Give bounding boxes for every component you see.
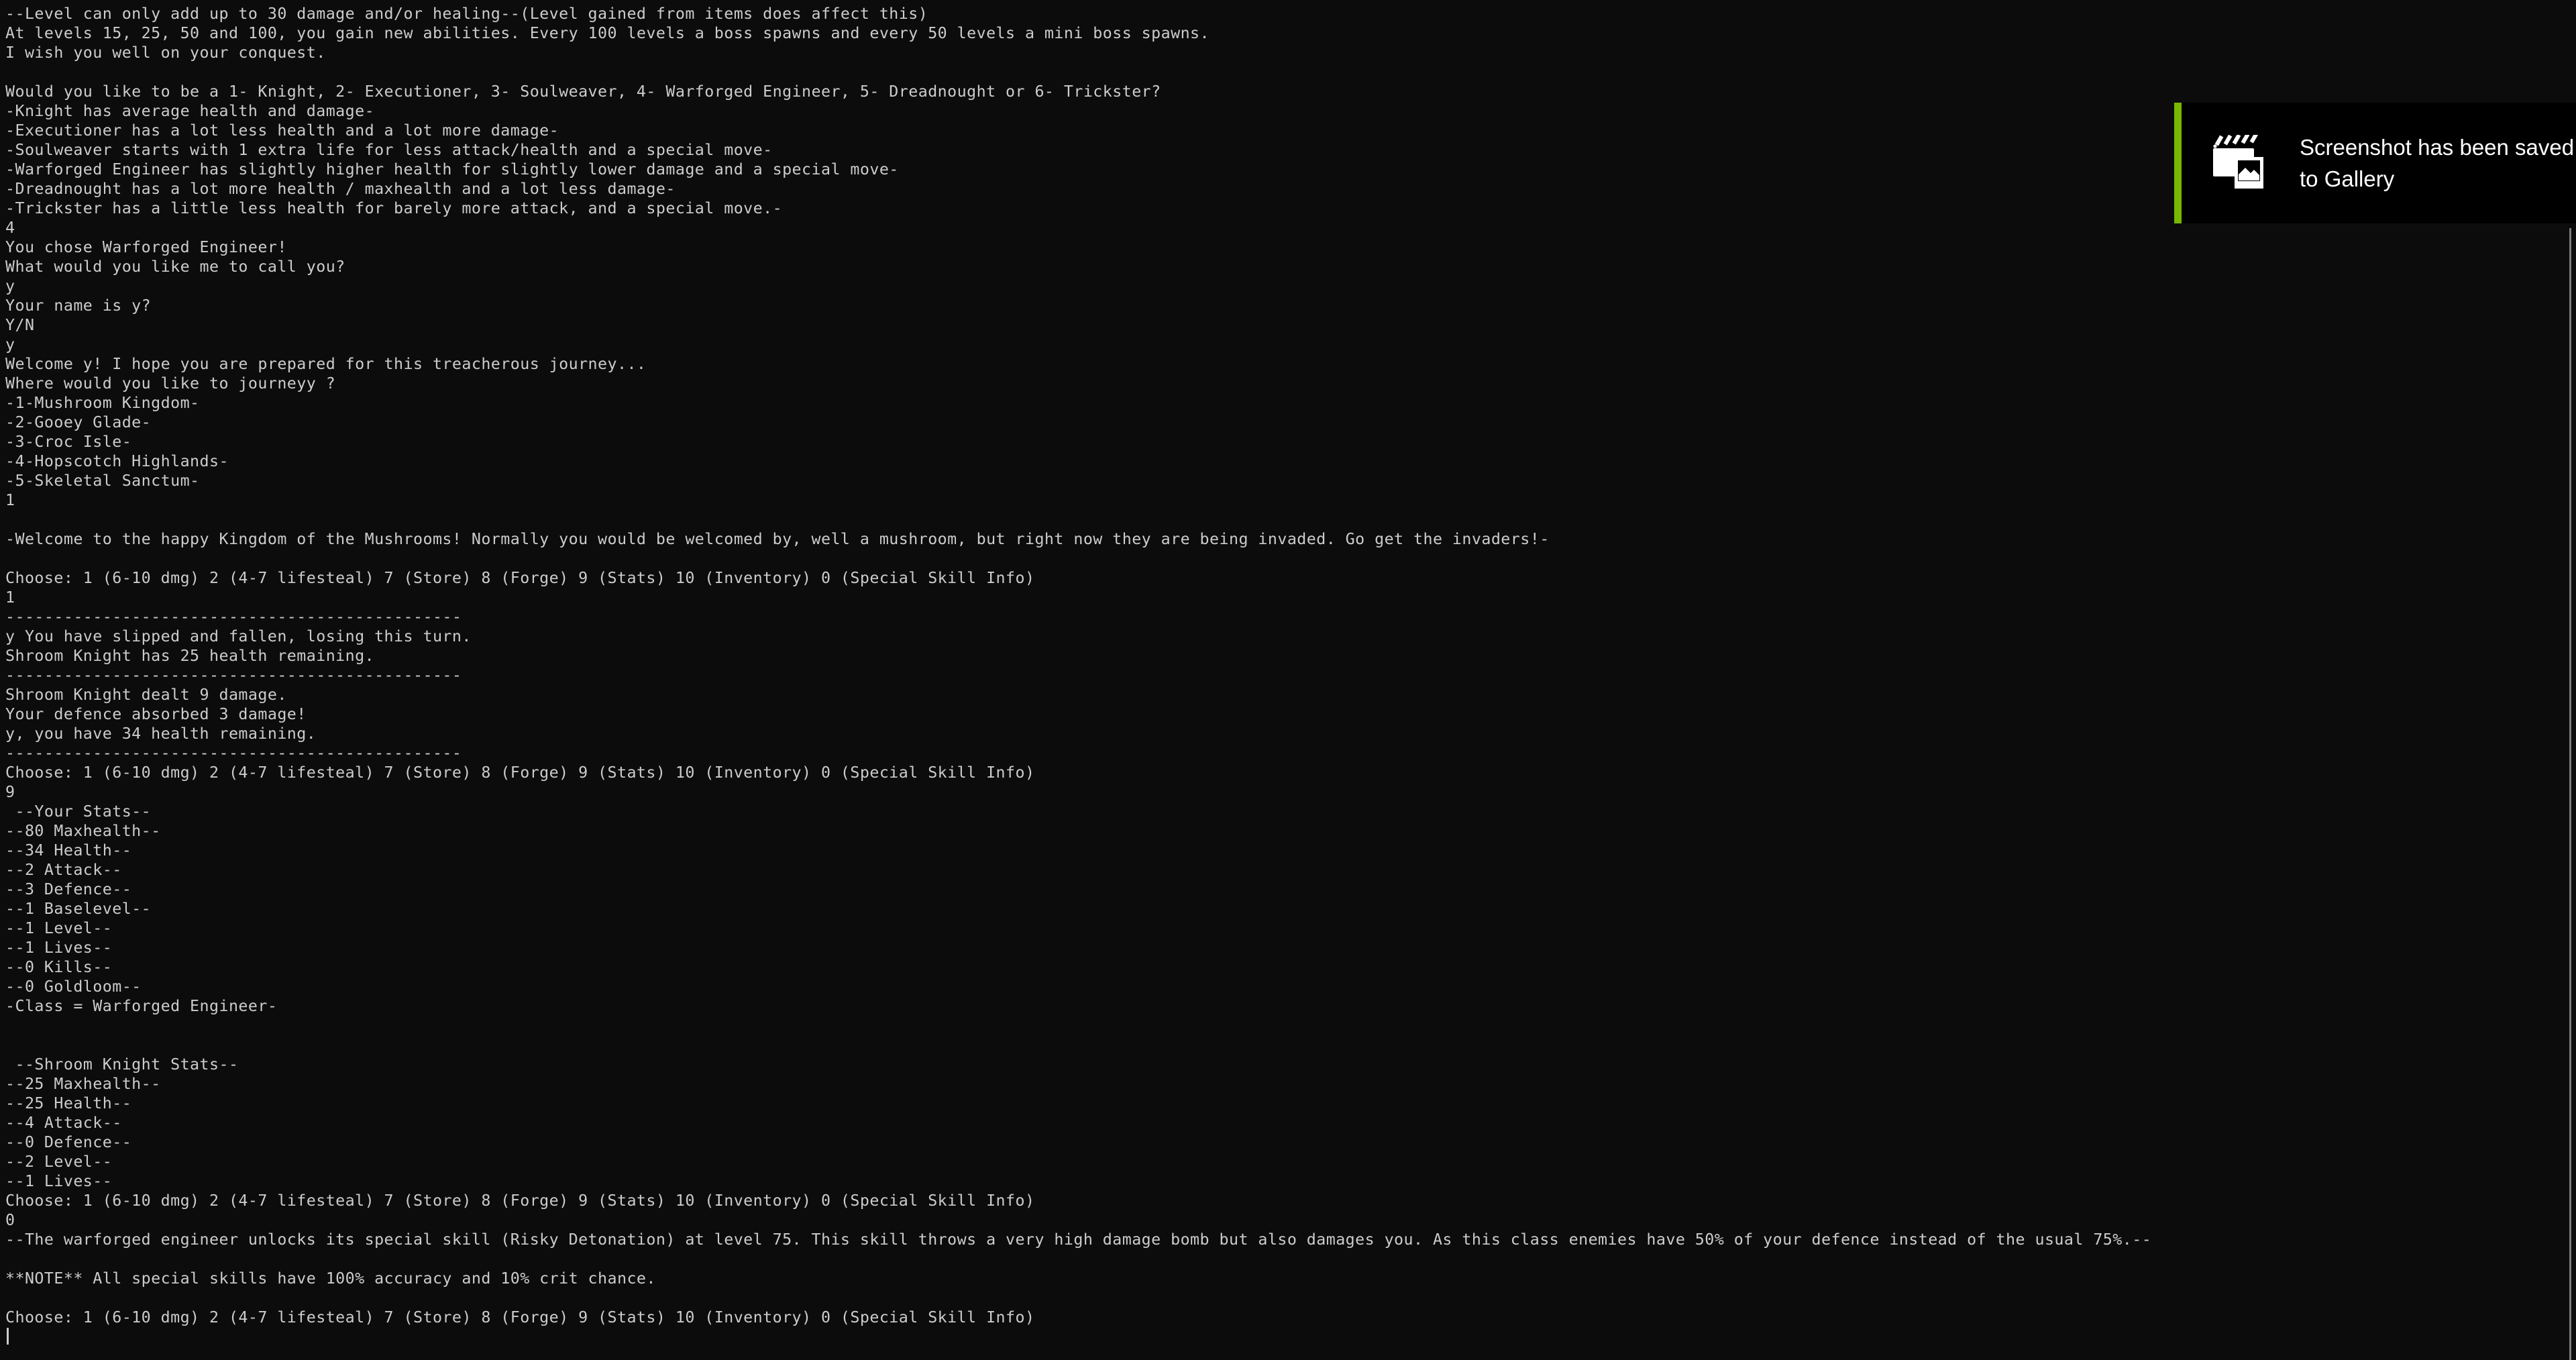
terminal-line: --1 Lives-- xyxy=(5,1172,113,1190)
terminal-line: You chose Warforged Engineer! xyxy=(5,238,287,256)
terminal-line xyxy=(5,1288,2563,1308)
terminal-line: --Your Stats-- xyxy=(5,802,152,821)
terminal-line: y xyxy=(5,335,15,354)
terminal-line: --1 Baselevel-- xyxy=(5,900,152,918)
terminal-line: Choose: 1 (6-10 dmg) 2 (4-7 lifesteal) 7 (Store) 8 (Forge) 9 (Stats) 10 (Inventory) 0 (Special Skill Info) xyxy=(5,1192,1035,1210)
terminal-line: --80 Maxhealth-- xyxy=(5,822,161,840)
terminal-line: --Shroom Knight Stats-- xyxy=(5,1055,239,1074)
notification-body xyxy=(2182,103,2576,223)
terminal-line: -Trickster has a little less health for barely more attack, and a special move.- xyxy=(5,199,783,217)
terminal-line: -3-Croc Isle- xyxy=(5,433,132,451)
terminal-line: -Soulweaver starts with 1 extra life for less attack/health and a special move- xyxy=(5,141,773,159)
terminal-line: At levels 15, 25, 50 and 100, you gain new abilities. Every 100 levels a boss spawns and every 50 levels a mini boss spawns. xyxy=(5,24,1210,42)
terminal-line: --2 Attack-- xyxy=(5,861,122,879)
terminal-line: I wish you well on your conquest. xyxy=(5,44,326,62)
terminal-line: --25 Maxhealth-- xyxy=(5,1075,161,1093)
terminal-line: Shroom Knight has 25 health remaining. xyxy=(5,647,375,665)
terminal-line: --1 Lives-- xyxy=(5,939,113,957)
scrollbar-thumb[interactable] xyxy=(2569,228,2571,1360)
terminal-line: --Level can only add up to 30 damage and/or healing--(Level gained from items does affect this) xyxy=(5,5,928,23)
terminal-line: -2-Gooey Glade- xyxy=(5,413,152,431)
terminal-line: -Knight has average health and damage- xyxy=(5,102,375,120)
terminal-line: --0 Goldloom-- xyxy=(5,978,142,996)
terminal-line xyxy=(5,510,2563,529)
terminal-line: --34 Health-- xyxy=(5,841,132,859)
terminal-line: --The warforged engineer unlocks its special skill (Risky Detonation) at level 75. This skill throws a very high damage bomb but also damages you. As this class enemies have 50% of your defence instead of the usual 75%.-- xyxy=(5,1231,2152,1249)
terminal-line: **NOTE** All special skills have 100% accuracy and 10% crit chance. xyxy=(5,1269,656,1288)
terminal-line: -4-Hopscotch Highlands- xyxy=(5,452,229,470)
terminal-line: --25 Health-- xyxy=(5,1094,132,1112)
terminal-line: ----------------------------------------------- xyxy=(5,608,462,626)
terminal-line: Would you like to be a 1- Knight, 2- Executioner, 3- Soulweaver, 4- Warforged Engineer, 5- Dreadnought or 6- Trickster? xyxy=(5,83,1161,101)
terminal-line: Where would you like to journeyy ? xyxy=(5,374,336,393)
notification-toast[interactable] xyxy=(2174,103,2576,223)
terminal-line xyxy=(5,549,2563,568)
notification-accent-bar xyxy=(2174,103,2182,223)
terminal-line: --0 Kills-- xyxy=(5,958,113,976)
terminal-line: --4 Attack-- xyxy=(5,1114,122,1132)
terminal-line: Your defence absorbed 3 damage! xyxy=(5,705,307,723)
terminal-line: ----------------------------------------------- xyxy=(5,744,462,762)
terminal-line: y xyxy=(5,277,15,295)
terminal-line: What would you like me to call you? xyxy=(5,258,345,276)
terminal-line: Your name is y? xyxy=(5,297,152,315)
terminal-line: ----------------------------------------------- xyxy=(5,666,462,684)
terminal-line: --3 Defence-- xyxy=(5,880,132,898)
terminal-line: --0 Defence-- xyxy=(5,1133,132,1151)
terminal-line: Y/N xyxy=(5,316,35,334)
terminal-line: 1 xyxy=(5,588,15,607)
terminal-line: -5-Skeletal Sanctum- xyxy=(5,472,200,490)
terminal-line: -Executioner has a lot less health and a lot more damage- xyxy=(5,121,559,140)
terminal-line: -Warforged Engineer has slightly higher health for slightly lower damage and a special move- xyxy=(5,160,899,178)
terminal-line: -Dreadnought has a lot more health / maxhealth and a lot less damage- xyxy=(5,180,676,198)
terminal-line: 4 xyxy=(5,219,15,237)
terminal-line: Choose: 1 (6-10 dmg) 2 (4-7 lifesteal) 7 (Store) 8 (Forge) 9 (Stats) 10 (Inventory) 0 (Special Skill Info) xyxy=(5,569,1035,587)
terminal-line: 0 xyxy=(5,1211,15,1229)
terminal-line: -Class = Warforged Engineer- xyxy=(5,997,278,1015)
terminal-line: -Welcome to the happy Kingdom of the Mushrooms! Normally you would be welcomed by, well a mushroom, but right now they are being invaded. Go get the invaders!- xyxy=(5,530,1550,548)
terminal-line xyxy=(5,62,2563,82)
terminal-line: y You have slipped and fallen, losing this turn. xyxy=(5,627,472,645)
terminal-line: y, you have 34 health remaining. xyxy=(5,725,317,743)
terminal-line: Choose: 1 (6-10 dmg) 2 (4-7 lifesteal) 7 (Store) 8 (Forge) 9 (Stats) 10 (Inventory) 0 (Special Skill Info) xyxy=(5,764,1035,782)
terminal-line: Welcome y! I hope you are prepared for this treacherous journey... xyxy=(5,355,647,373)
terminal-line xyxy=(5,1016,2563,1035)
gallery-screenshot-icon xyxy=(2212,135,2266,191)
notification-message: Screenshot has been saved to Gallery xyxy=(2300,135,2575,191)
terminal-line: 9 xyxy=(5,783,15,801)
terminal-cursor xyxy=(7,1328,9,1345)
terminal-line: 1 xyxy=(5,491,15,509)
terminal-line: -1-Mushroom Kingdom- xyxy=(5,394,200,412)
terminal-line xyxy=(5,1035,2563,1055)
terminal-line: Shroom Knight dealt 9 damage. xyxy=(5,686,287,704)
terminal-line: Choose: 1 (6-10 dmg) 2 (4-7 lifesteal) 7 (Store) 8 (Forge) 9 (Stats) 10 (Inventory) 0 (Special Skill Info) xyxy=(5,1308,1035,1326)
terminal-line: --2 Level-- xyxy=(5,1153,113,1171)
terminal-line xyxy=(5,1249,2563,1269)
terminal-line: --1 Level-- xyxy=(5,919,113,937)
